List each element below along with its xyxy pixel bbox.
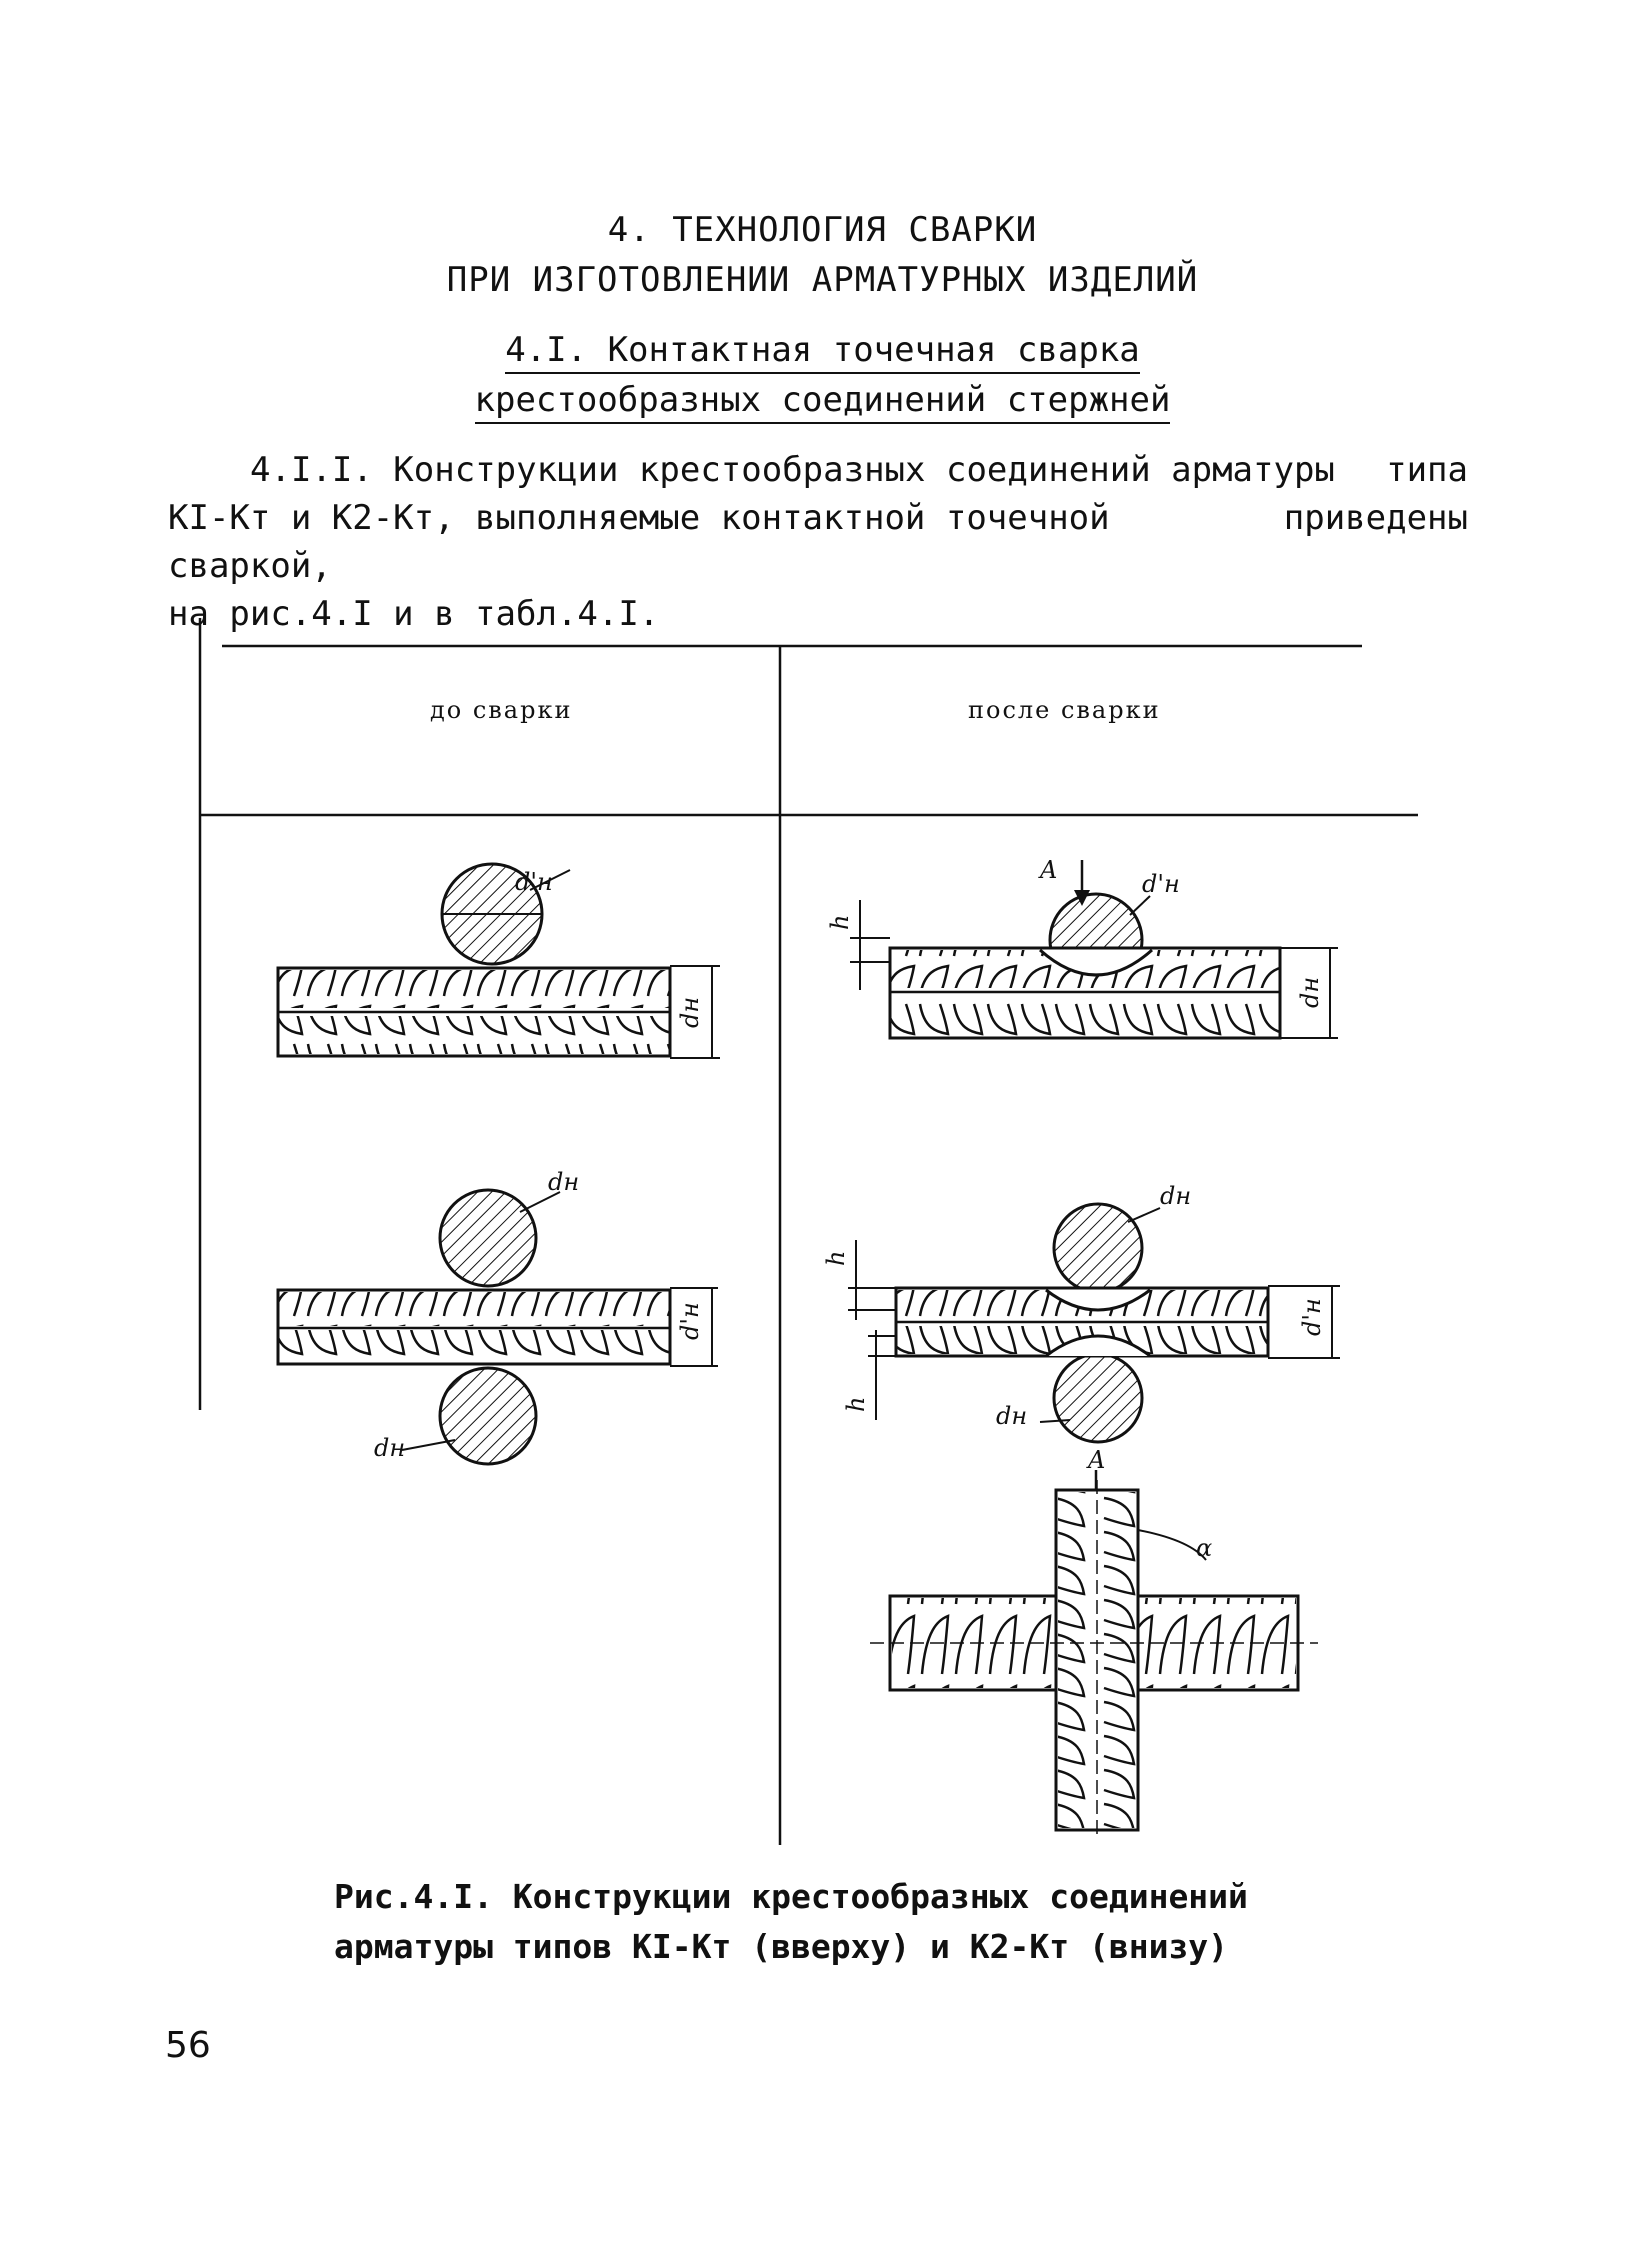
- plan-view-cross: [870, 1470, 1318, 1840]
- label-dn-prime-before-k2: d'н: [676, 1302, 704, 1340]
- label-dn-prime-after-k2: d'н: [1298, 1298, 1326, 1336]
- label-h-after-k1: h: [826, 914, 854, 930]
- before-k1-joint: [278, 864, 720, 1058]
- label-dn-before-k2-low: dн: [374, 1434, 406, 1462]
- figure-caption-line2: арматуры типов КI-Кт (вверху) и К2-Кт (внизу): [334, 1927, 1229, 1966]
- label-dn-before-k1: dн: [676, 996, 704, 1028]
- paragraph-line-3: на рис.4.I и в табл.4.I.: [168, 594, 660, 634]
- paragraph-line-2: КI-Кт и К2-Кт, выполняемые контактной точечной сваркой, приведены: [168, 498, 1468, 586]
- page-number: 56: [165, 2025, 211, 2066]
- label-h-after-k2-top: h: [822, 1250, 850, 1266]
- chapter-title-line1: 4. ТЕХНОЛОГИЯ СВАРКИ: [607, 210, 1038, 250]
- label-a-arrow: A: [1040, 856, 1058, 884]
- label-dn-prime-after-k1: d'н: [1142, 870, 1180, 898]
- column-header-after-welding: после сварки: [968, 696, 1161, 724]
- label-dn-prime-top: d'н: [515, 868, 553, 896]
- figure-caption: [334, 1872, 1248, 1972]
- label-dn-after-k2-low: dн: [996, 1402, 1028, 1430]
- chapter-title-line2: ПРИ ИЗГОТОВЛЕНИИ АРМАТУРНЫХ ИЗДЕЛИЙ: [446, 260, 1199, 300]
- label-dn-after-k2-up: dн: [1160, 1182, 1192, 1210]
- column-header-before-welding: до сварки: [430, 696, 573, 724]
- figure-caption-line1: Рис.4.I. Конструкции крестообразных соединений: [334, 1877, 1248, 1916]
- label-a-plan: A: [1088, 1446, 1106, 1474]
- after-k1-joint: [850, 860, 1338, 1038]
- section-title-line2: крестообразных соединений стержней: [0, 380, 1645, 420]
- section-title-line1: 4.I. Контактная точечная сварка: [0, 330, 1645, 370]
- label-dn-before-k2-up: dн: [548, 1168, 580, 1196]
- label-dn-after-k1: dн: [1296, 976, 1324, 1008]
- before-k2-joint: [278, 1190, 718, 1464]
- paragraph-line-1: 4.I.I. Конструкции крестообразных соединений арматуры типа: [250, 450, 1468, 490]
- label-alpha-plan: α: [1196, 1534, 1213, 1562]
- label-h-after-k2: h: [842, 1396, 870, 1412]
- after-k2-joint: [848, 1204, 1340, 1442]
